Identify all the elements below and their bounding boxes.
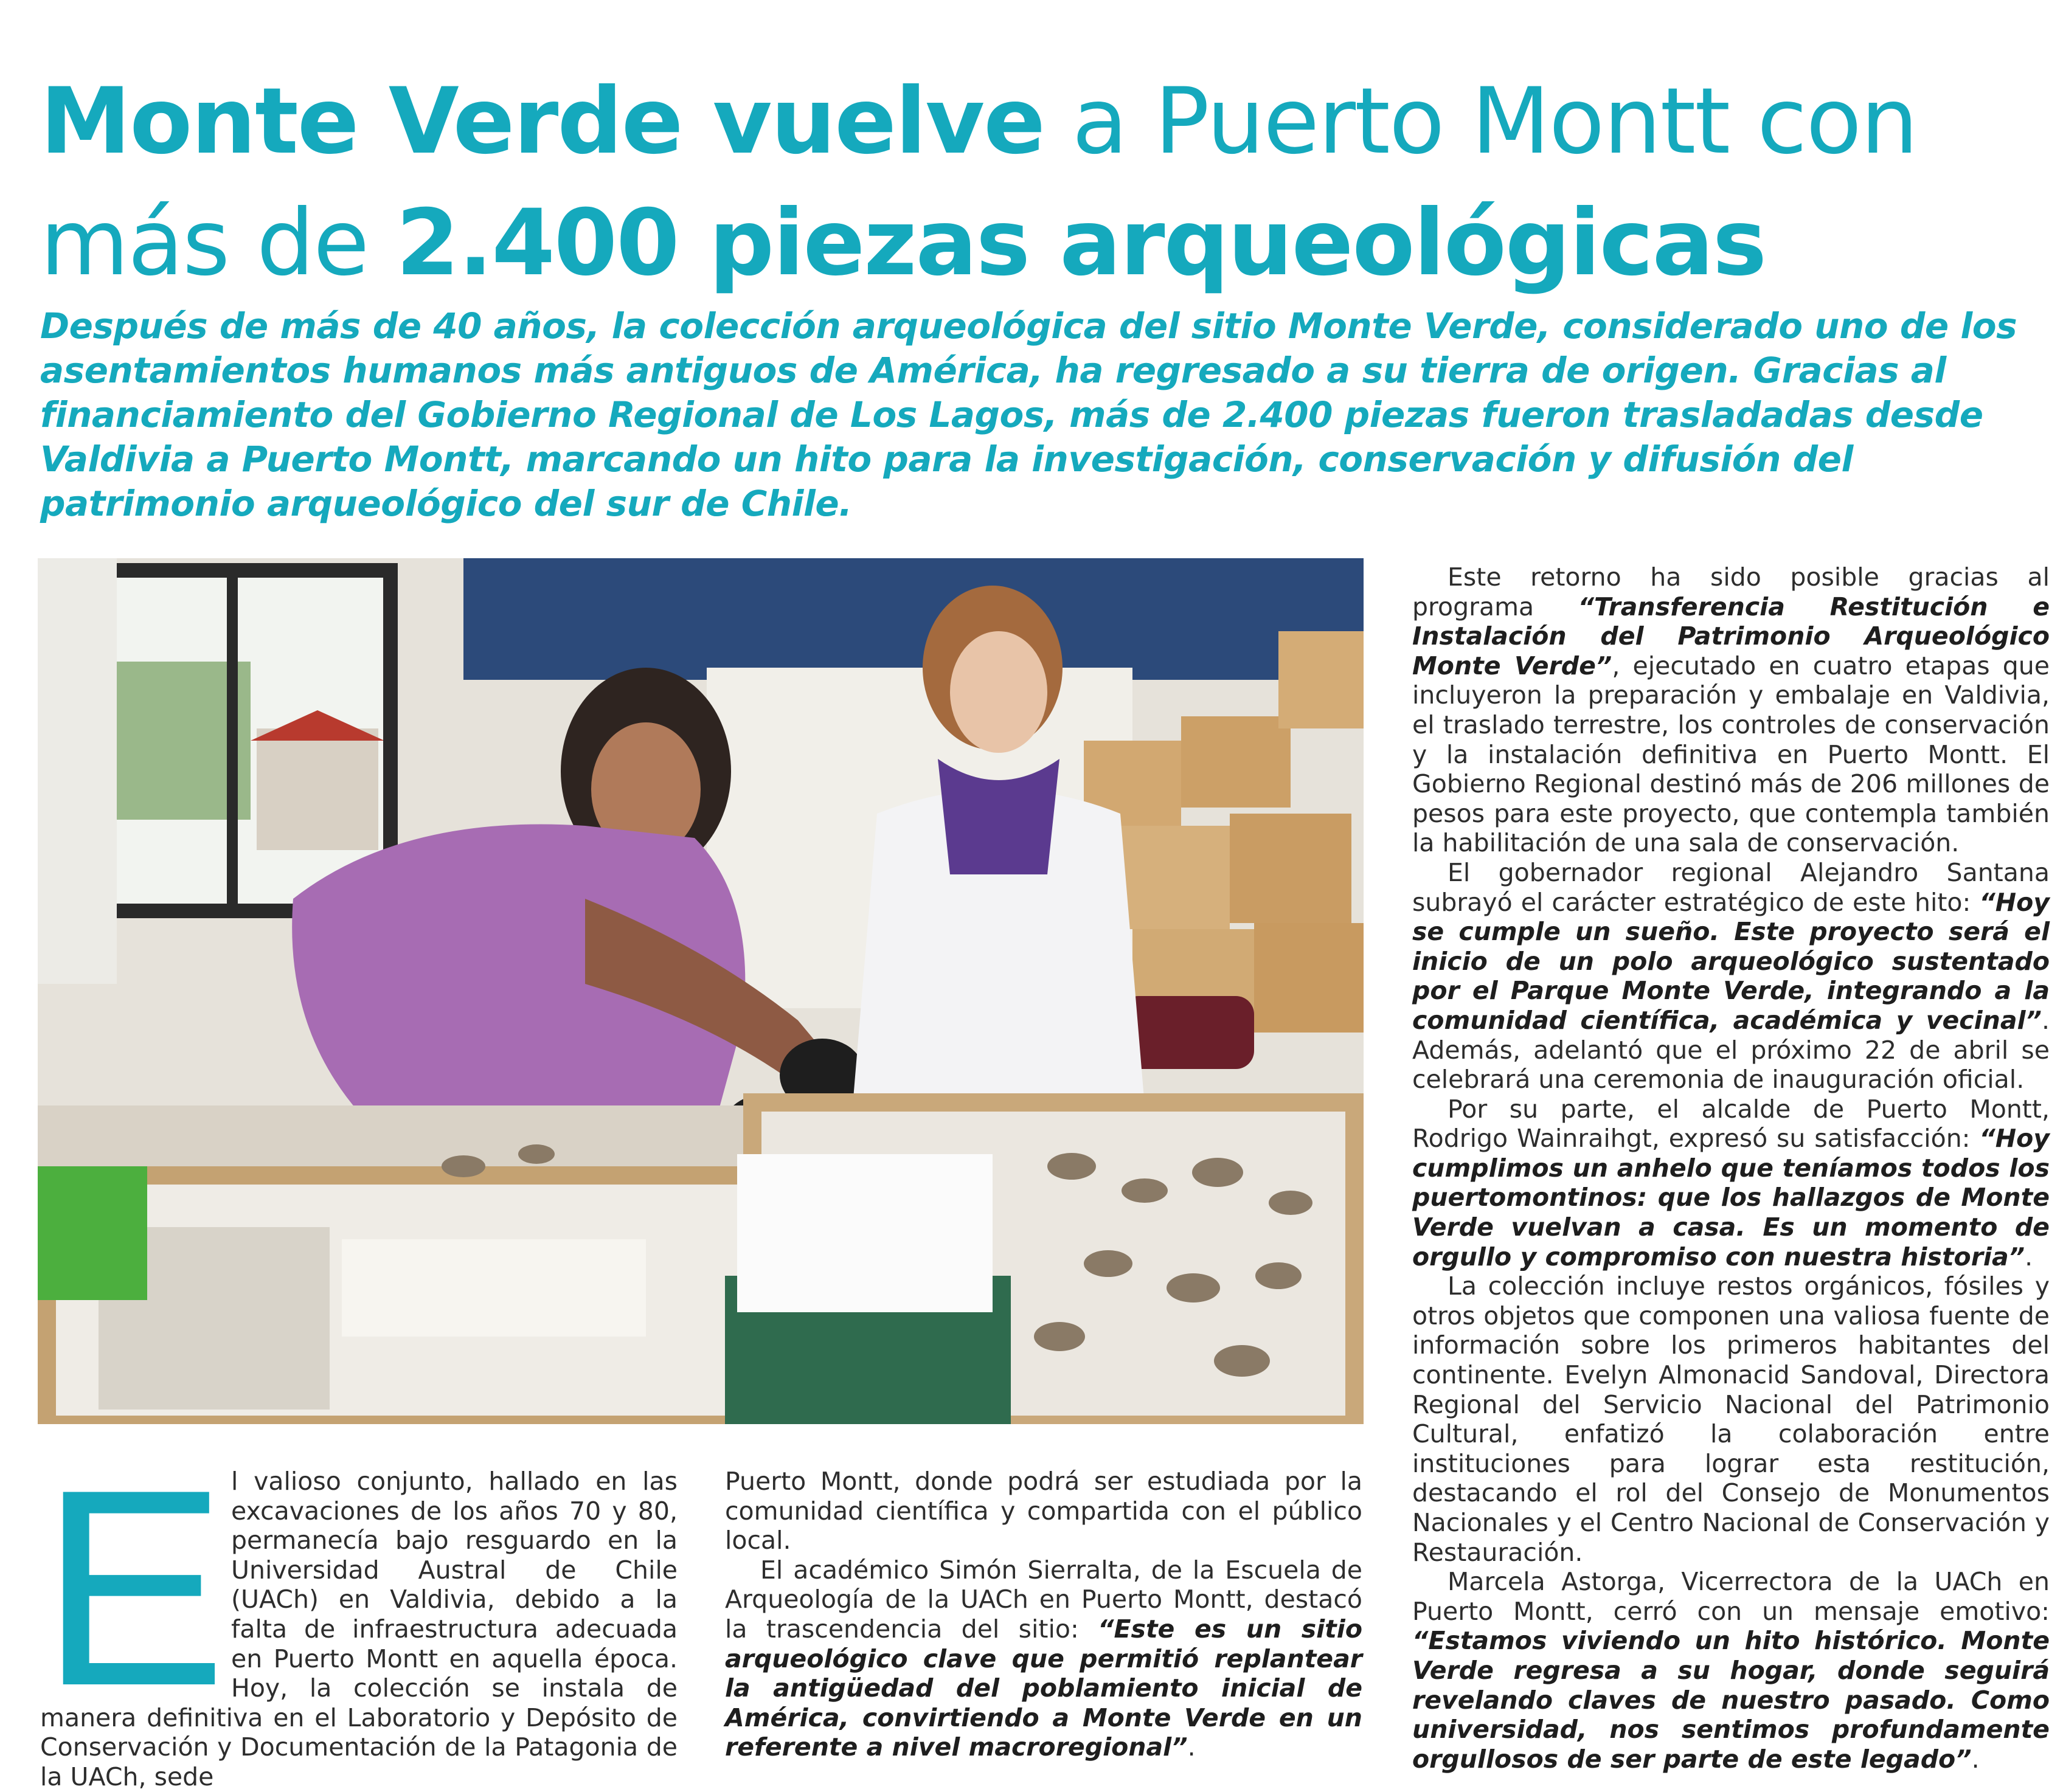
headline-part-4: 2.400 piezas arqueológicas — [396, 190, 1766, 296]
middle-p2-text: El académico Simón Sierralta, de la Escuela de Arqueología de la UACh en Puerto Montt, destacó la trascendencia del sitio: — [725, 1555, 1362, 1644]
right-p2-text-a: El gobernador regional Alejandro Santana subrayó el carácter estratégico de este hito: — [1412, 857, 2050, 917]
drop-cap-letter: E — [40, 1432, 227, 1744]
headline-part-1: Monte Verde vuelve — [40, 69, 1044, 175]
left-paragraph-1: l valioso conjunto, hallado en las excavaciones de los años 70 y 80, permanecía bajo resguardo en la Universidad Austral de Chile (UACh) en Valdivia, debido a la falta de infraestructura adecuada en Puerto Montt en aquella época. Hoy, la colección se instala de manera definitiva en el Laboratorio y Depósito de Conservación y Documentación de la Patagonia de la UACh, sede — [40, 1467, 678, 1791]
right-p2-quote: “Hoy se cumple un sueño. Este proyecto será el inicio de un polo arqueológico sustentado por el Parque Monte Verde, integrando a la comunidad científica, académica y vecinal” — [1412, 887, 2050, 1035]
left-column — [40, 1432, 678, 1792]
middle-p2-end: . — [1187, 1732, 1196, 1762]
article-photo — [38, 558, 1364, 1424]
headline-part-3: más de — [40, 190, 397, 296]
right-p5-quote: “Estamos viviendo un hito histórico. Monte Verde regresa a su hogar, donde seguirá revelando claves de nuestro pasado. Como universidad, nos sentimos profundamente orgullosos de ser parte de este legado” — [1412, 1626, 2050, 1774]
right-p1-text-b: , ejecutado en cuatro etapas que incluyeron la preparación y embalaje en Valdivia, el traslado terrestre, los controles de conservación y la instalación definitiva en Puerto Montt. El Gobierno Regional destinó más de 206 millones de pesos para este proyecto, que contempla también la habilitación de una sala de conservación. — [1412, 651, 2050, 858]
right-paragraph-3 — [1412, 1095, 2050, 1272]
middle-column — [725, 1467, 1362, 1762]
right-p5-text-a: Marcela Astorga, Vicerrectora de la UACh en Puerto Montt, cerró con un mensaje emotivo: — [1412, 1567, 2050, 1626]
middle-paragraph-2 — [725, 1555, 1362, 1762]
headline-part-2: a Puerto Montt con — [1044, 69, 1918, 175]
right-p2-text-b: . Además, adelantó que el próximo 22 de abril se celebrará una ceremonia de inauguración oficial. — [1412, 1005, 2050, 1095]
drop-cap — [40, 1432, 227, 1744]
headline — [40, 61, 2047, 304]
right-paragraph-5 — [1412, 1567, 2050, 1774]
right-column — [1412, 562, 2050, 1774]
right-p1-text-a: Este retorno ha sido posible gracias al programa — [1412, 562, 2050, 621]
right-p3-quote: “Hoy cumplimos un anhelo que teníamos todos los puertomontinos: que los hallazgos de Monte Verde vuelvan a casa. Es un momento de orgullo y compromiso con nuestra historia” — [1412, 1124, 2050, 1271]
right-p1-quote: “Transferencia Restitución e Instalación del Patrimonio Arqueológico Monte Verde” — [1412, 592, 2050, 680]
right-p5-text-b: . — [1971, 1744, 1980, 1774]
right-paragraph-1 — [1412, 562, 2050, 858]
photo-illustration — [38, 558, 1364, 1424]
middle-p2-quote: “Este es un sitio arqueológico clave que permitió replantear la antigüedad del poblamiento inicial de América, convirtiendo a Monte Verde en un referente a nivel macroregional” — [725, 1614, 1362, 1762]
right-p3-text-a: Por su parte, el alcalde de Puerto Montt, Rodrigo Wainraihgt, expresó su satisfacción: — [1412, 1094, 2050, 1154]
right-paragraph-2 — [1412, 858, 2050, 1095]
right-paragraph-4: La colección incluye restos orgánicos, fósiles y otros objetos que componen una valiosa fuente de información sobre los primeros habitantes del continente. Evelyn Almonacid Sandoval, Directora Regional del Servicio Nacional del Patrimonio Cultural, enfatizó la colaboración entre instituciones para lograr esta restitución, destacando el rol del Consejo de Monumentos Nacionales y el Centro Nacional de Conservación y Restauración. — [1412, 1271, 2050, 1567]
middle-paragraph-1: Puerto Montt, donde podrá ser estudiada por la comunidad científica y compartida con el público local. — [725, 1467, 1362, 1555]
lede-paragraph: Después de más de 40 años, la colección arqueológica del sitio Monte Verde, considerado uno de los asentamientos humanos más antiguos de América, ha regresado a su tierra de origen. Gracias al financiamiento del Gobierno Regional de Los Lagos, más de 2.400 piezas fueron trasladadas desde Valdivia a Puerto Montt, marcando un hito para la investigación, conservación y difusión del patrimonio arqueológico del sur de Chile. — [40, 305, 2017, 524]
right-p3-text-b: . — [2025, 1242, 2033, 1271]
